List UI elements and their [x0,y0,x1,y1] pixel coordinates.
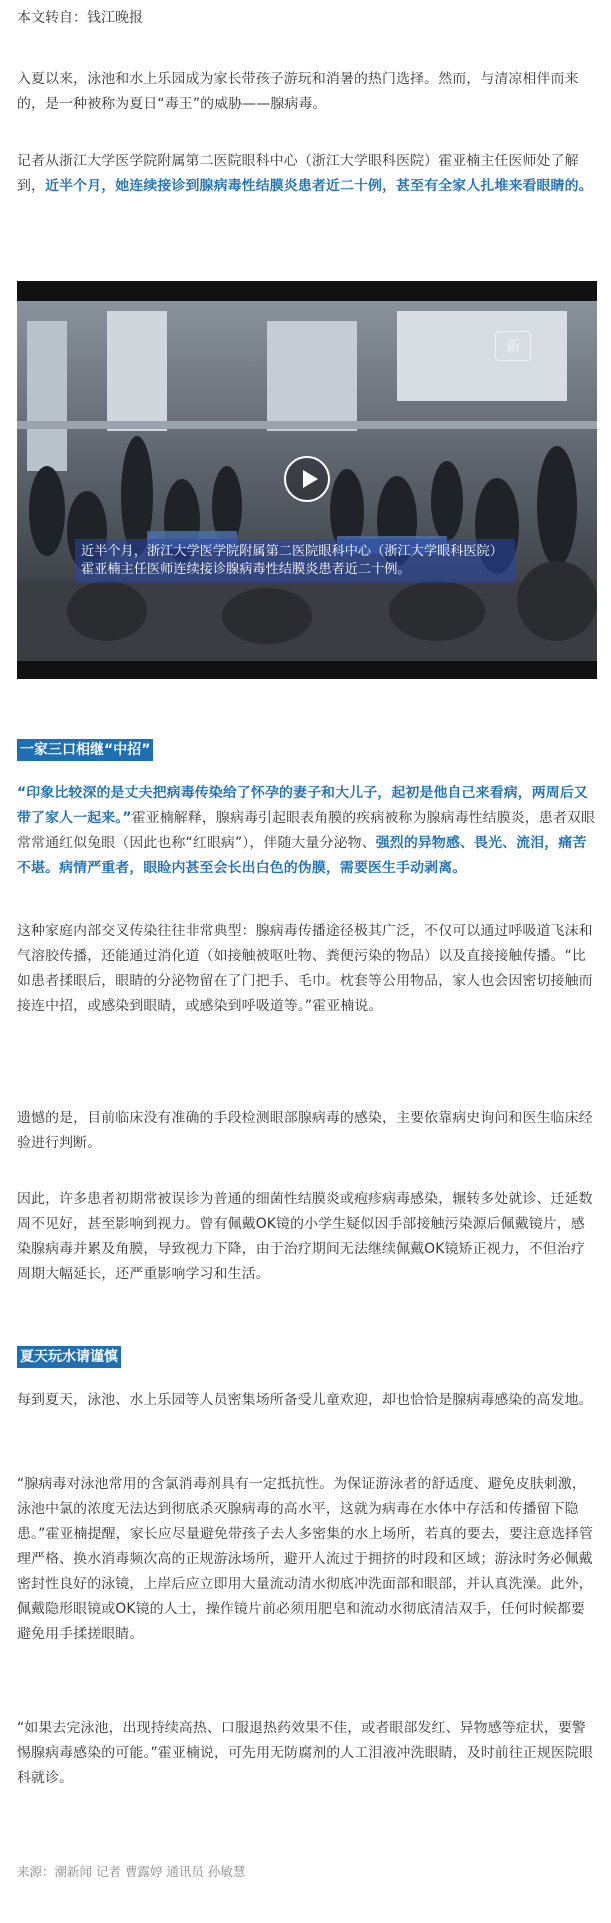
family-symptoms: 强烈的异物感、畏光、流泪，痛苦不堪。病情严重者，眼睑内甚至会长出白色的伪膜，需要医生手动剥离。 [17,835,587,876]
diagnosis-paragraph: 遗憾的是，目前临床没有准确的手段检测眼部腺病毒的感染，主要依靠病史询问和医生临床经验进行判断。 [17,1110,593,1151]
misdiagnosis-paragraph: 因此，许多患者初期常被误诊为普通的细菌性结膜炎或疱疹病毒感染，辗转多处就诊、迁延数周不见好，甚至影响到视力。曾有佩戴OK镜的小学生疑似因手部接触污染源后佩戴镜片，感染腺病毒并累及角膜，导致视力下降，由于治疗期间无法继续佩戴OK镜矫正视力，不但治疗周期大幅延长，还严重影响学习和生活。 [17,1191,593,1282]
family-quote: “印象比较深的是丈夫把病毒传染给了怀孕的妻子和大儿子，起初是他自己来看病，两周后又带了家人一起来。” [17,785,588,826]
transmission-paragraph: 这种家庭内部交叉传染往往非常典型：腺病毒传播途径极其广泛，不仅可以通过呼吸道飞沫和气溶胶传播，还能通过消化道（如接触被呕吐物、粪便污染的物品）以及直接接触传播。“比如患者揉眼后，眼睛的分泌物留在了门把手、毛巾。枕套等公用物品，家人也会因密切接触而接连中招，或感染到眼睛，或感染到呼吸道等。”霍亚楠说。 [17,923,593,1014]
repost-source: 本文转自：钱江晚报 [17,10,143,26]
advice-paragraph: “如果去完泳池，出现持续高热、口服退热药效果不佳，或者眼部发红、异物感等症状，要警惕腺病毒感染的可能。”霍亚楠说，可先用无防腐剂的人工泪液冲洗眼睛，及时前往正规医院眼科就诊。 [17,1720,594,1786]
article-footer-source: 来源：潮新闻 记者 曹露婷 通讯员 孙敏慧 [17,1864,246,1879]
summer-paragraph: 每到夏天，泳池、水上乐园等人员密集场所备受儿童欢迎，却也恰恰是腺病毒感染的高发地。 [17,1392,593,1408]
chlorine-paragraph: “腺病毒对泳池常用的含氯消毒剂具有一定抵抗性。为保证游泳者的舒适度、避免皮肤刺激，泳池中氯的浓度无法达到彻底杀灭腺病毒的高水平，这就为病毒在水体中存活和传播留下隐患。”霍亚楠提醒，家长应尽量避免带孩子去人多密集的水上场所，若真的要去，要注意选择管理严格、换水消毒频次高的正规游泳场所，避开人流过于拥挤的时段和区域；游泳时务必佩戴密封性良好的泳镜，上岸后应立即用大量流动清水彻底冲洗面部和眼部，并认真洗澡。此外，佩戴隐形眼镜或OK镜的人士，操作镜片前必须用肥皂和流动水彻底清洁双手，任何时候都要避免用手揉搓眼睛。 [17,1476,594,1642]
section-title-family: 一家三口相继“中招” [17,739,153,761]
intro-paragraph: 入夏以来，泳池和水上乐园成为家长带孩子游玩和消暑的热门选择。然而，与清凉相伴而来的，是一种被称为夏日“毒王”的威胁——腺病毒。 [17,71,579,112]
video-subtitle: 近半个月，浙江大学医学院附属第二医院眼科中心（浙江大学眼科医院）霍亚楠主任医师连续接诊腺病毒性结膜炎患者近二十例。 [75,539,515,583]
lead-highlight: 近半个月，她连续接诊到腺病毒性结膜炎患者近二十例，甚至有全家人扎堆来看眼睛的。 [45,178,593,194]
broadcaster-logo: 新 [495,331,531,361]
video-player[interactable] [17,281,597,679]
section-title-water: 夏天玩水请谨慎 [17,1346,121,1368]
family-explain: 霍亚楠解释，腺病毒引起眼表角膜的疾病被称为腺病毒性结膜炎，患者双眼常常通红似兔眼（因此也称“红眼病”），伴随大量分泌物、 [17,810,596,851]
family-paragraph [17,781,595,881]
lead-paragraph [17,149,595,199]
play-icon[interactable] [284,456,330,502]
lead-plain: 记者从浙江大学医学院附属第二医院眼科中心（浙江大学眼科医院）霍亚楠主任医师处了解到， [17,153,579,194]
